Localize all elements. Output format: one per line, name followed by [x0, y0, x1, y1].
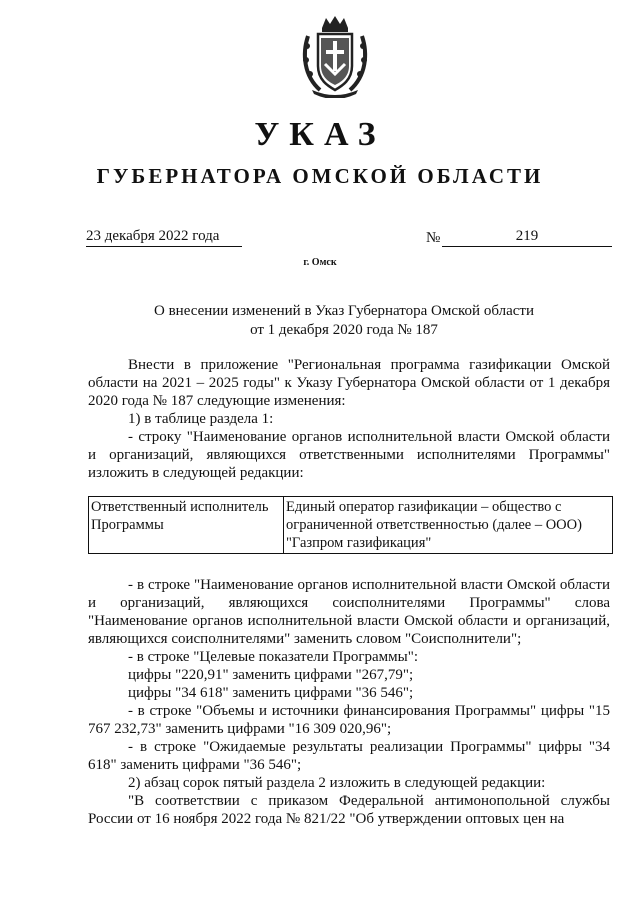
paragraph: - в строке "Объемы и источники финансирования Программы" цифры "15 767 232,73" заменить цифрами "16 309 020,96"; — [88, 703, 610, 737]
paragraph: 2) абзац сорок пятый раздела 2 изложить в следующей редакции: — [128, 775, 546, 791]
paragraph: Внести в приложение "Региональная программа газификации Омской области на 2021 – 2025 годы" к Указу Губернатора Омской области от 1 декабря 2020 года № 187 следующие изменения: — [88, 357, 610, 409]
paragraph: - в строке "Ожидаемые результаты реализации Программы" цифры "34 618" заменить цифрами "36 546"; — [88, 739, 610, 773]
paragraph: "В соответствии с приказом Федеральной антимонопольной службы России от 16 ноября 2022 года № 821/22 "Об утверждении оптовых цен на — [88, 793, 610, 827]
paragraph: - в строке "Целевые показатели Программы": — [128, 649, 419, 665]
paragraph: цифры "34 618" заменить цифрами "36 546"; — [128, 685, 414, 701]
amendment-table — [88, 496, 613, 554]
decree-number-label: № — [426, 230, 441, 246]
decree-date: 23 декабря 2022 года — [86, 228, 242, 247]
coat-of-arms-icon — [300, 14, 370, 98]
document-subtitle: ГУБЕРНАТОРА ОМСКОЙ ОБЛАСТИ — [96, 164, 544, 188]
decree-number: 219 — [442, 228, 612, 247]
body-section-after-table — [88, 576, 610, 828]
paragraph: - строку "Наименование органов исполнительной власти Омской области и организаций, являющихся ответственными исполнителями Программы" изложить в следующей редакции: — [88, 429, 610, 481]
paragraph: - в строке "Наименование органов исполнительной власти Омской области и организаций, являющихся соисполнителями Программы" слова "Наименование органов исполнительной власти Омской области и организаций, являющихся соисполнителями" заменить словом "Соисполнители"; — [88, 577, 610, 647]
table-row — [89, 497, 613, 554]
decree-subject — [88, 302, 600, 340]
document-title: УКАЗ — [254, 116, 386, 153]
paragraph: 1) в таблице раздела 1: — [128, 411, 274, 427]
subject-line: от 1 декабря 2020 года № 187 — [250, 322, 438, 338]
table-cell: Ответственный исполнитель Программы — [89, 497, 284, 554]
paragraph: цифры "220,91" заменить цифрами "267,79"; — [128, 667, 414, 683]
body-section-before-table — [88, 356, 610, 482]
subject-line: О внесении изменений в Указ Губернатора Омской области — [154, 303, 534, 319]
decree-city: г. Омск — [303, 257, 337, 268]
table-cell: Единый оператор газификации – общество с ограниченной ответственностью (далее – ООО) "Газпром газификация" — [284, 497, 613, 554]
